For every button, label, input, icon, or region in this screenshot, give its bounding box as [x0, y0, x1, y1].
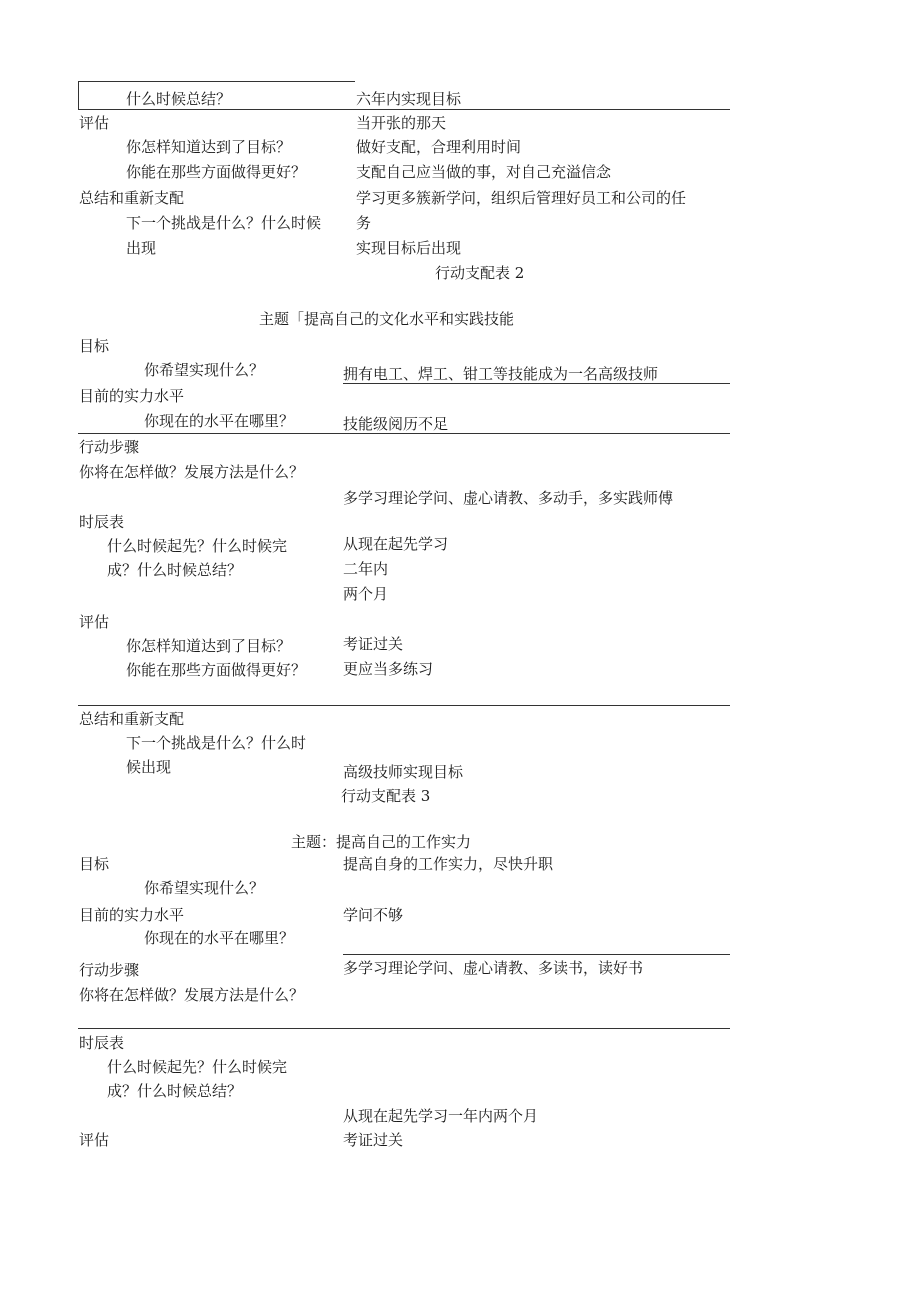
answer-time: 从现在起先学习一年内两个月: [343, 1107, 539, 1125]
question-do-better: 你能在那些方面做得更好？: [126, 661, 307, 679]
question-when-line2: 成？什么时候总结？: [107, 1082, 243, 1100]
answer-exam: 考证过关: [343, 635, 404, 653]
answer-goal: 提高自身的工作实力，尽快升职: [343, 855, 554, 873]
answer-when-summary: 六年内实现目标: [356, 90, 462, 108]
row-divider: [343, 954, 730, 955]
answer-exam: 考证过关: [343, 1131, 404, 1149]
heading-current-level: 目前的实力水平: [79, 387, 185, 405]
answer-level: 学问不够: [343, 906, 404, 924]
question-next-challenge-line1: 下一个挑战是什么？什么时: [126, 734, 307, 752]
heading-summary-rearrange: 总结和重新支配: [79, 710, 185, 728]
heading-evaluate: 评估: [79, 613, 110, 631]
row-divider: [78, 433, 730, 434]
question-when-line2: 成？什么时候总结？: [107, 561, 243, 579]
answer-two-years: 二年内: [343, 560, 389, 578]
answer-after-goal: 实现目标后出现: [356, 239, 462, 257]
heading-timetable: 时辰表: [79, 1034, 125, 1052]
question-want: 你希望实现什么？: [144, 879, 265, 897]
answer-two-months: 两个月: [343, 585, 389, 603]
answer-open-day: 当开张的那天: [356, 114, 447, 132]
theme-title-2: 主题「提高自己的文化水平和实践技能: [259, 310, 515, 328]
plan-title-2: 行动支配表 2: [435, 264, 525, 282]
plan-title-3: 行动支配表 3: [341, 787, 431, 805]
theme-title-3: 主题：提高自己的工作实力: [291, 833, 472, 851]
answer-learn-line2: 务: [356, 214, 372, 232]
question-how-know: 你怎样知道达到了目标？: [126, 637, 292, 655]
question-do-better: 你能在那些方面做得更好？: [126, 163, 307, 181]
question-how-know: 你怎样知道达到了目标？: [126, 138, 292, 156]
heading-action-steps: 行动步骤: [79, 961, 140, 979]
answer-start-now: 从现在起先学习: [343, 535, 449, 553]
answer-learn-line1: 学习更多簇新学问，组织后管理好员工和公司的任: [356, 189, 687, 207]
question-next-challenge-line1: 下一个挑战是什么？什么时候: [126, 214, 322, 232]
question-want: 你希望实现什么？: [144, 361, 265, 379]
answer-want: 拥有电工、焊工、钳工等技能成为一名高级技师: [343, 365, 659, 383]
heading-goal: 目标: [79, 337, 110, 355]
answer-senior-technician: 高级技师实现目标: [343, 763, 464, 781]
question-next-challenge-line2: 候出现: [126, 758, 172, 776]
row-divider: [343, 383, 730, 384]
answer-action: 多学习理论学问、虚心请教、多读书，读好书: [343, 959, 644, 977]
table-left-rule: [78, 81, 79, 109]
question-when-summary: 什么时候总结？: [126, 90, 232, 108]
question-how: 你将在怎样做？发展方法是什么？: [79, 986, 305, 1004]
question-how: 你将在怎样做？发展方法是什么？: [79, 463, 305, 481]
question-next-challenge-line2: 出现: [126, 239, 157, 257]
question-where: 你现在的水平在哪里？: [144, 412, 295, 430]
row-divider: [78, 1028, 730, 1029]
table-top-rule: [78, 81, 355, 82]
question-when-line1: 什么时候起先？什么时候完: [107, 1058, 288, 1076]
row-divider: [78, 109, 730, 110]
heading-current-level: 目前的实力水平: [79, 906, 185, 924]
heading-timetable: 时辰表: [79, 513, 125, 531]
heading-evaluate: 评估: [79, 1131, 110, 1149]
heading-summary-rearrange: 总结和重新支配: [79, 189, 185, 207]
heading-goal: 目标: [79, 855, 110, 873]
question-when-line1: 什么时候起先？什么时候完: [107, 537, 288, 555]
row-divider: [78, 705, 730, 706]
question-where: 你现在的水平在哪里？: [144, 929, 295, 947]
answer-how: 多学习理论学问、虚心请教、多动手，多实践师傅: [343, 489, 674, 507]
heading-evaluate: 评估: [79, 114, 110, 132]
answer-how-know: 做好支配，合理利用时间: [356, 138, 522, 156]
answer-practice: 更应当多练习: [343, 660, 434, 678]
answer-do-better: 支配自己应当做的事，对自己充溢信念: [356, 163, 612, 181]
answer-where: 技能级阅历不足: [343, 415, 449, 433]
heading-action-steps: 行动步骤: [79, 438, 140, 456]
